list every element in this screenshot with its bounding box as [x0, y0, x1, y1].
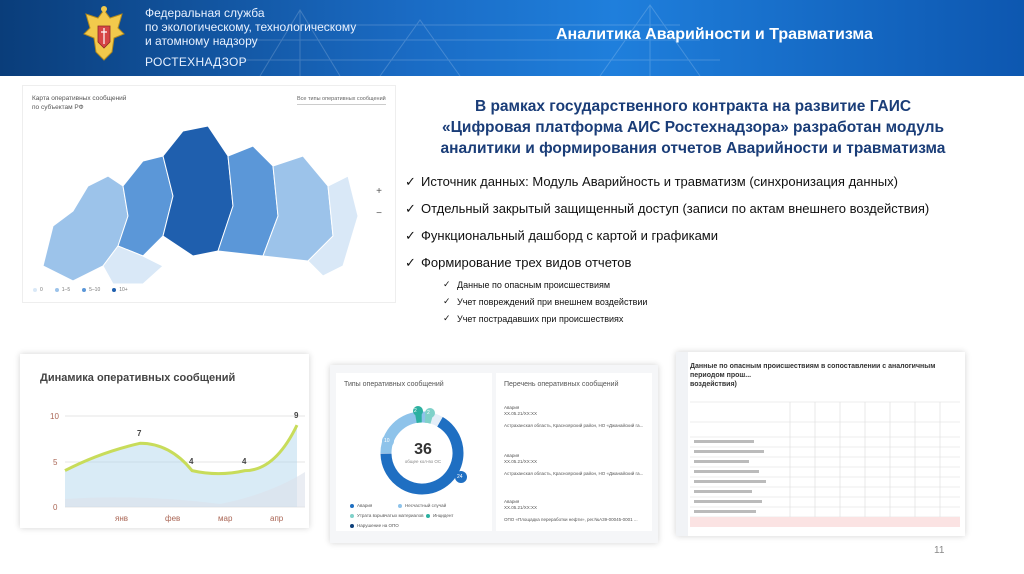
bullet-text: Функциональный дашборд с картой и графиками — [421, 228, 719, 243]
y-tick-label: 0 — [53, 503, 58, 512]
bullet-item — [405, 249, 1005, 276]
line-chart-title: Динамика оперативных сообщений — [40, 372, 236, 384]
donut-legend-item: Несчастный случай — [398, 503, 446, 508]
messages-list-card — [496, 373, 652, 531]
legend-item: 0 — [33, 287, 43, 293]
y-tick-label: 5 — [53, 458, 58, 467]
sub-bullet-text: Учет пострадавших при происшествиях — [457, 313, 624, 324]
map-filter-select[interactable]: Все типы оперативных сообщений — [297, 96, 386, 105]
data-label: 7 — [137, 429, 142, 439]
donut-seg-label: 2 — [427, 410, 430, 416]
checkmark-icon: ✓ — [443, 279, 451, 289]
donut-subtitle: общее кол-во ОС — [404, 459, 442, 464]
donut-legend-item: Инцидент — [426, 513, 454, 518]
dashboard-screenshot — [330, 365, 658, 543]
bullet-item — [405, 195, 1005, 222]
checkmark-icon: ✓ — [405, 227, 416, 243]
line-chart-plot — [20, 354, 309, 528]
types-card-title: Типы оперативных сообщений — [344, 381, 444, 388]
checkmark-icon: ✓ — [405, 200, 416, 216]
donut-total: 36 — [414, 441, 432, 458]
agency-name — [145, 6, 356, 48]
checkmark-icon: ✓ — [405, 254, 416, 270]
donut-seg-label: 2 — [414, 408, 417, 414]
x-tick-label: апр — [270, 514, 284, 523]
data-label: 9 — [294, 411, 299, 421]
checkmark-icon: ✓ — [405, 173, 416, 189]
bullet-text: Формирование трех видов отчетов — [421, 255, 632, 270]
bullet-text: Источник данных: Модуль Аварийность и травматизм (синхронизация данных) — [421, 174, 898, 189]
legend-item: 10+ — [112, 287, 127, 293]
map-title — [32, 94, 142, 112]
header-banner — [0, 0, 1024, 76]
data-label: 4 — [189, 456, 194, 466]
sub-bullet-item — [405, 293, 1005, 310]
sub-bullet-text: Данные по опасным происшествиям — [457, 279, 611, 290]
donut-legend-item: Утрата взрывчатых материалов — [350, 513, 424, 518]
list-item[interactable]: Авария XX.05.21/XX:XX Астраханская область, Красноярский район, НО «Джанайский га... — [504, 405, 644, 428]
bullet-text: Отдельный закрытый защищенный доступ (записи по актам внешнего воздействия) — [421, 201, 930, 216]
sub-bullet-text: Учет повреждений при внешнем воздействии — [457, 296, 648, 307]
page-number: 11 — [934, 545, 945, 556]
intro-line-2: «Цифровая платформа АИС Ростехнадзора» разработан модуль — [441, 119, 945, 136]
checkmark-icon: ✓ — [443, 296, 451, 306]
legend-item: 1–5 — [55, 287, 70, 293]
sub-bullet-item — [405, 310, 1005, 327]
russia-map[interactable] — [33, 116, 363, 286]
x-tick-label: янв — [115, 514, 128, 523]
y-tick-label: 10 — [50, 412, 59, 421]
line-chart-screenshot — [20, 354, 309, 528]
map-legend — [33, 287, 128, 293]
types-card — [336, 373, 492, 531]
bullet-item — [405, 222, 1005, 249]
map-title-line-2: по субъектам РФ — [32, 104, 84, 111]
zoom-in-button[interactable]: + — [376, 186, 382, 197]
map-title-line-1: Карта оперативных сообщений — [32, 95, 127, 102]
list-item[interactable]: Авария XX.05.21/XX:XX ОПО «Площадка переработки нефти», рег.№А39-00045-0001 ... — [504, 499, 638, 522]
bullet-item — [405, 168, 1005, 195]
checkmark-icon: ✓ — [443, 313, 451, 323]
zoom-out-button[interactable]: − — [376, 208, 382, 219]
donut-legend-item: Авария — [350, 503, 372, 508]
intro-line-1: В рамках государственного контракта на развитие ГАИС — [474, 98, 912, 115]
map-region-ural — [118, 156, 173, 256]
donut-legend-item: Нарушение на ОПО — [350, 523, 399, 528]
double-headed-eagle-emblem-icon — [78, 4, 130, 66]
bullet-list — [405, 168, 1005, 327]
intro-text — [410, 96, 976, 159]
side-toolbar — [676, 352, 688, 536]
messages-list-title: Перечень оперативных сообщений — [504, 381, 619, 388]
agency-line-1: Федеральная служба — [145, 6, 265, 20]
data-label: 4 — [242, 456, 247, 466]
donut-seg-label: 24 — [457, 474, 463, 480]
list-item[interactable]: Авария XX.05.21/XX:XX Астраханская область, Красноярский район, НО «Джанайский га... — [504, 453, 644, 476]
agency-line-2: по экологическому, технологическому — [145, 20, 357, 34]
agency-short-name: РОСТЕХНАДЗОР — [145, 55, 247, 69]
slide-title: Аналитика Аварийности и Травматизма — [556, 26, 873, 43]
report-title: Данные по опасным происшествиям в сопоставлении с аналогичным периодом прош... воздействия) — [690, 363, 936, 388]
intro-line-3: аналитики и формирования отчетов Аварийности и травматизма — [440, 140, 946, 157]
sub-bullet-item — [405, 276, 1005, 293]
x-tick-label: мар — [218, 514, 233, 523]
report-table-screenshot — [676, 352, 965, 536]
legend-item: 5–10 — [82, 287, 100, 293]
report-table — [690, 392, 960, 532]
map-panel — [22, 85, 396, 303]
donut-seg-label: 10 — [384, 438, 390, 444]
agency-line-3: и атомному надзору — [145, 34, 258, 48]
x-tick-label: фев — [165, 514, 181, 523]
